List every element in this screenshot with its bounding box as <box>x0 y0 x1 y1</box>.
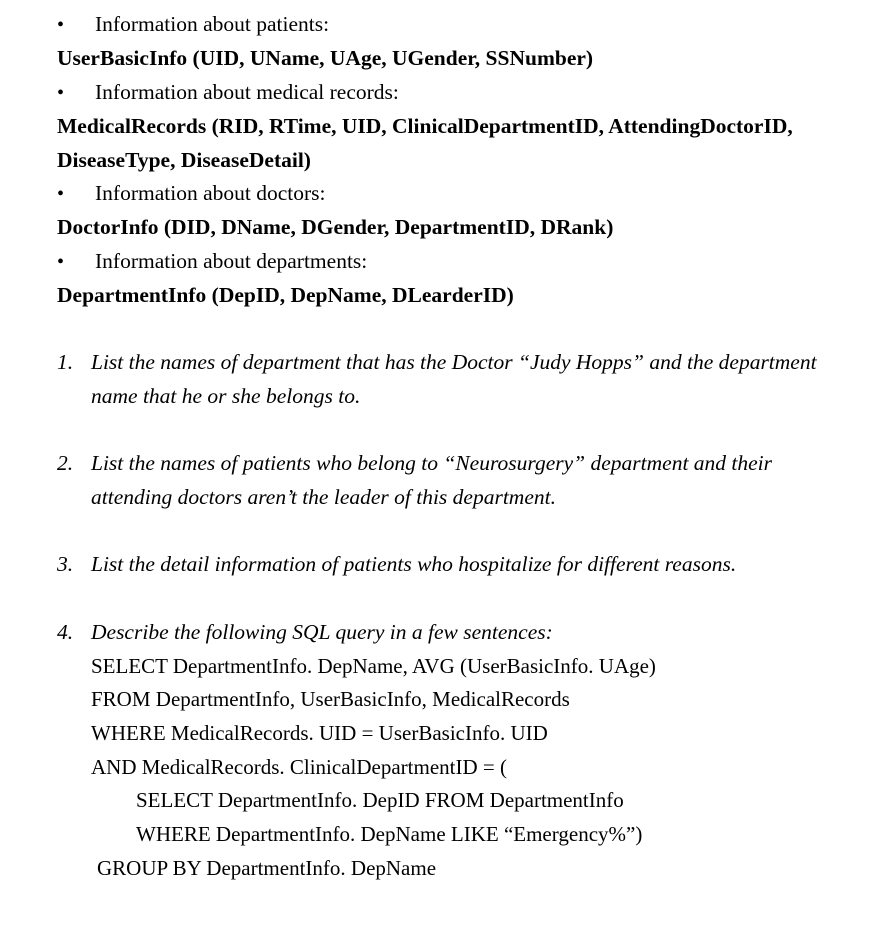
sql-line-subselect: SELECT DepartmentInfo. DepID FROM DepartmentInfo <box>136 788 624 812</box>
question-2 <box>57 453 772 475</box>
schema-doctorinfo: DoctorInfo (DID, DName, DGender, DepartmentID, DRank) <box>57 215 614 239</box>
sql-line-and: AND MedicalRecords. ClinicalDepartmentID = ( <box>91 755 507 779</box>
question-number: 2. <box>57 451 74 475</box>
sql-line-select: SELECT DepartmentInfo. DepName, AVG (UserBasicInfo. UAge) <box>91 654 656 678</box>
schema-departmentinfo: DepartmentInfo (DepID, DepName, DLearderID) <box>57 283 514 307</box>
schema-heading-patients <box>57 14 329 36</box>
question-number: 1. <box>57 350 74 374</box>
question-1 <box>57 352 817 374</box>
question-text: Describe the following SQL query in a few sentences: <box>91 620 553 644</box>
schema-label: Information about medical records: <box>95 80 399 104</box>
sql-line-from: FROM DepartmentInfo, UserBasicInfo, MedicalRecords <box>91 687 570 711</box>
question-4 <box>57 622 553 644</box>
schema-label: Information about patients: <box>95 12 330 36</box>
schema-label: Information about doctors: <box>95 181 326 205</box>
schema-label: Information about departments: <box>95 249 368 273</box>
question-text: List the detail information of patients who hospitalize for different reasons. <box>91 552 737 576</box>
schema-heading-medical-records <box>57 82 399 104</box>
schema-medicalrecords-cont: DiseaseType, DiseaseDetail) <box>57 148 311 172</box>
question-1-cont: name that he or she belongs to. <box>91 384 361 408</box>
schema-heading-departments <box>57 251 367 273</box>
question-3 <box>57 554 736 576</box>
bullet-icon: • <box>57 183 65 205</box>
schema-medicalrecords: MedicalRecords (RID, RTime, UID, ClinicalDepartmentID, AttendingDoctorID, <box>57 114 793 138</box>
bullet-icon: • <box>57 82 65 104</box>
question-text: List the names of patients who belong to “Neurosurgery” department and their <box>91 451 773 475</box>
schema-userbasicinfo: UserBasicInfo (UID, UName, UAge, UGender, SSNumber) <box>57 46 594 70</box>
bullet-icon: • <box>57 251 65 273</box>
sql-line-subwhere: WHERE DepartmentInfo. DepName LIKE “Emergency%”) <box>136 822 643 846</box>
question-text: List the names of department that has the Doctor “Judy Hopps” and the department <box>91 350 817 374</box>
sql-line-groupby: GROUP BY DepartmentInfo. DepName <box>97 856 437 880</box>
bullet-icon: • <box>57 14 65 36</box>
sql-line-where: WHERE MedicalRecords. UID = UserBasicInfo. UID <box>91 721 548 745</box>
question-number: 3. <box>57 552 74 576</box>
question-number: 4. <box>57 620 74 644</box>
question-2-cont: attending doctors aren’t the leader of this department. <box>91 485 556 509</box>
schema-heading-doctors <box>57 183 325 205</box>
